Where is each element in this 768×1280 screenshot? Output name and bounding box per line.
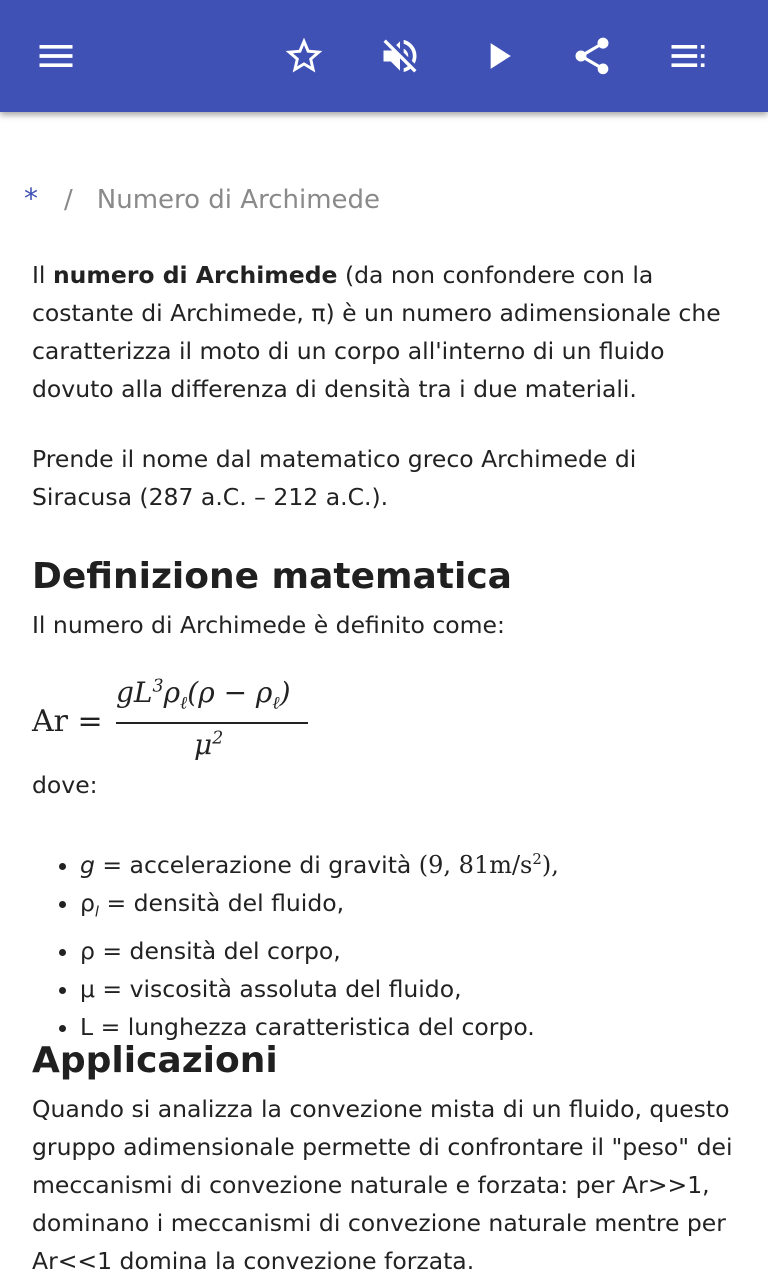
favorite-button[interactable] [276,28,332,84]
play-button[interactable] [470,28,526,84]
list-item: • g = accelerazione di gravità (9, $81m/s^2$), [80,840,559,884]
toc-button[interactable] [660,28,716,84]
applications-paragraph: Quando si analizza la convezione mista di un fluido, questo gruppo adimensionale permette di confrontare il "peso" dei meccanismi di convezione naturale e forzata: per Ar>>1, dominano i meccanismi di convezione naturale mentre per Ar<<1 domina la convezione forzata. [32,1095,733,1275]
mute-button[interactable] [372,28,428,84]
intro-paragraph: Il numero di Archimede (da non confondere con la costante di Archimede, π) è un numero adimensionale che caratterizza il moto di un corpo all'interno di un fluido dovuto alla differenza di densità tra i due materiali. [32,261,721,403]
article-term: numero di Archimede [52,261,338,289]
volume-off-icon [378,34,422,78]
fraction-bar [116,722,308,724]
where-label: dove: [32,771,98,799]
share-button[interactable] [564,28,620,84]
definition-heading: Definizione matematica [32,556,512,597]
breadcrumb-separator: / [64,185,73,215]
breadcrumb-home-link[interactable]: * [24,182,38,215]
variables-list [32,840,559,1046]
breadcrumb [24,182,380,215]
list-icon [666,34,710,78]
formula-denominator: $\mu^2$ [194,728,224,761]
app-toolbar [0,0,768,112]
origin-paragraph: Prende il nome dal matematico greco Archimede di Siracusa (287 a.C. – 212 a.C.). [32,445,637,511]
breadcrumb-current: Numero di Archimede [96,185,381,215]
formula-numerator: $gL^3\rho_\ell(\rho - \rho_\ell)$ [116,676,291,714]
menu-button[interactable] [28,28,84,84]
applications-heading: Applicazioni [32,1040,278,1081]
list-item: • μ = viscosità assoluta del fluido, [80,970,559,1008]
list-item: • L = lunghezza caratteristica del corpo. [80,1008,559,1046]
definition-intro: Il numero di Archimede è definito come: [32,611,505,639]
menu-icon [34,34,78,78]
share-icon [570,34,614,78]
list-item: • $\rho_l$ = densità del fluido, [80,884,559,932]
star-outline-icon [282,34,326,78]
play-icon [476,34,520,78]
formula-lhs: Ar = [32,704,103,739]
list-item: • ρ = densità del corpo, [80,932,559,970]
